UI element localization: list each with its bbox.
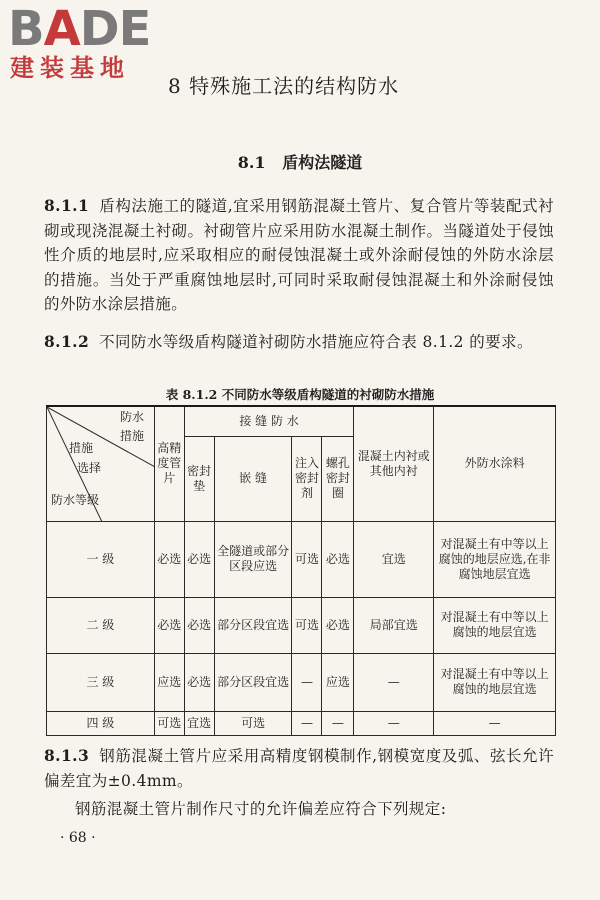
cell-value: 必选 bbox=[322, 597, 354, 653]
table-corner-header: 防水 措施 措施 选择 防水等级 bbox=[47, 406, 155, 521]
clause-8-1-1 bbox=[44, 194, 554, 317]
cell-value: 对混凝土有中等以上腐蚀的地层宜选 bbox=[434, 597, 556, 653]
logo bbox=[8, 1, 178, 82]
clause-text: 不同防水等级盾构隧道衬砌防水措施应符合表 8.1.2 的要求。 bbox=[99, 333, 533, 351]
clause-8-1-3 bbox=[44, 744, 554, 793]
row-grade: 四 级 bbox=[47, 711, 155, 735]
header-inner-lining: 混凝土内衬或其他内衬 bbox=[354, 406, 434, 521]
clause-8-1-2 bbox=[44, 330, 554, 355]
cell-value: 对混凝土有中等以上腐蚀的地层应选,在非腐蚀地层宜选 bbox=[434, 521, 556, 597]
cell-value: 部分区段宜选 bbox=[214, 597, 292, 653]
cell-value: 必选 bbox=[184, 521, 214, 597]
header-caulking: 嵌 缝 bbox=[214, 436, 292, 521]
cell-value: 必选 bbox=[184, 597, 214, 653]
cell-value: 可选 bbox=[154, 711, 184, 735]
section-number: 8.1 bbox=[237, 153, 266, 172]
table-caption: 表 8.1.2 不同防水等级盾构隧道的衬砌防水措施 bbox=[165, 387, 435, 402]
clause-text: 钢筋混凝土管片应采用高精度钢模制作,钢模宽度及弧、弦长允许偏差宜为±0.4mm。 bbox=[44, 747, 554, 790]
cell-value: 宜选 bbox=[184, 711, 214, 735]
cell-value: 必选 bbox=[154, 521, 184, 597]
cell-value: — bbox=[434, 711, 556, 735]
page-number: · 68 · bbox=[60, 830, 96, 846]
clause-number: 8.1.1 bbox=[44, 196, 90, 215]
cell-value: 应选 bbox=[154, 653, 184, 711]
header-bolt-hole-seal: 螺孔密封圈 bbox=[322, 436, 354, 521]
clause-text: 钢筋混凝土管片制作尺寸的允许偏差应符合下列规定: bbox=[75, 800, 447, 818]
logo-wordmark: BADE bbox=[8, 1, 151, 57]
cell-value: — bbox=[292, 653, 322, 711]
table-row bbox=[47, 711, 556, 735]
table-row bbox=[47, 521, 556, 597]
table-row bbox=[47, 597, 556, 653]
clause-number: 8.1.2 bbox=[44, 332, 90, 351]
section-heading bbox=[0, 150, 600, 173]
clause-number: 8.1.3 bbox=[44, 746, 90, 765]
header-injected-sealant: 注入密封剂 bbox=[292, 436, 322, 521]
row-grade: 一 级 bbox=[47, 521, 155, 597]
cell-value: — bbox=[322, 711, 354, 735]
cell-value: 可选 bbox=[214, 711, 292, 735]
table-row bbox=[47, 653, 556, 711]
header-external-coating: 外防水涂料 bbox=[434, 406, 556, 521]
cell-value: 对混凝土有中等以上腐蚀的地层宜选 bbox=[434, 653, 556, 711]
cell-value: — bbox=[354, 653, 434, 711]
header-joint-waterproofing: 接 缝 防 水 bbox=[184, 406, 354, 436]
cell-value: — bbox=[354, 711, 434, 735]
chapter-number: 8 bbox=[168, 74, 182, 98]
cell-value: 必选 bbox=[154, 597, 184, 653]
cell-value: 宜选 bbox=[354, 521, 434, 597]
chapter-header bbox=[168, 70, 399, 99]
chapter-title: 特殊施工法的结构防水 bbox=[189, 74, 400, 98]
section-title: 盾构法隧道 bbox=[282, 153, 363, 172]
clause-text: 盾构法施工的隧道,宜采用钢筋混凝土管片、复合管片等装配式衬砌或现浇混凝土衬砌。衬砌管片应采用防水混凝土制作。当隧道处于侵蚀性介质的地层时,应采取相应的耐侵蚀混凝土或外涂耐侵蚀的外防水涂层的措施。当处于严重腐蚀地层时,可同时采取耐侵蚀混凝土和外涂耐侵蚀的外防水涂层措施。 bbox=[44, 197, 554, 314]
cell-value: 全隧道或部分区段应选 bbox=[214, 521, 292, 597]
row-grade: 二 级 bbox=[47, 597, 155, 653]
clause-continuation bbox=[44, 797, 554, 822]
cell-value: 可选 bbox=[292, 597, 322, 653]
row-grade: 三 级 bbox=[47, 653, 155, 711]
cell-value: — bbox=[292, 711, 322, 735]
cell-value: 必选 bbox=[322, 521, 354, 597]
waterproofing-table bbox=[46, 405, 556, 736]
cell-value: 必选 bbox=[184, 653, 214, 711]
header-high-precision-segment: 高精度管片 bbox=[154, 406, 184, 521]
cell-value: 可选 bbox=[292, 521, 322, 597]
cell-value: 应选 bbox=[322, 653, 354, 711]
header-sealing-gasket: 密封垫 bbox=[184, 436, 214, 521]
logo-subtitle: 建装基地 bbox=[10, 54, 130, 82]
cell-value: 部分区段宜选 bbox=[214, 653, 292, 711]
cell-value: 局部宜选 bbox=[354, 597, 434, 653]
